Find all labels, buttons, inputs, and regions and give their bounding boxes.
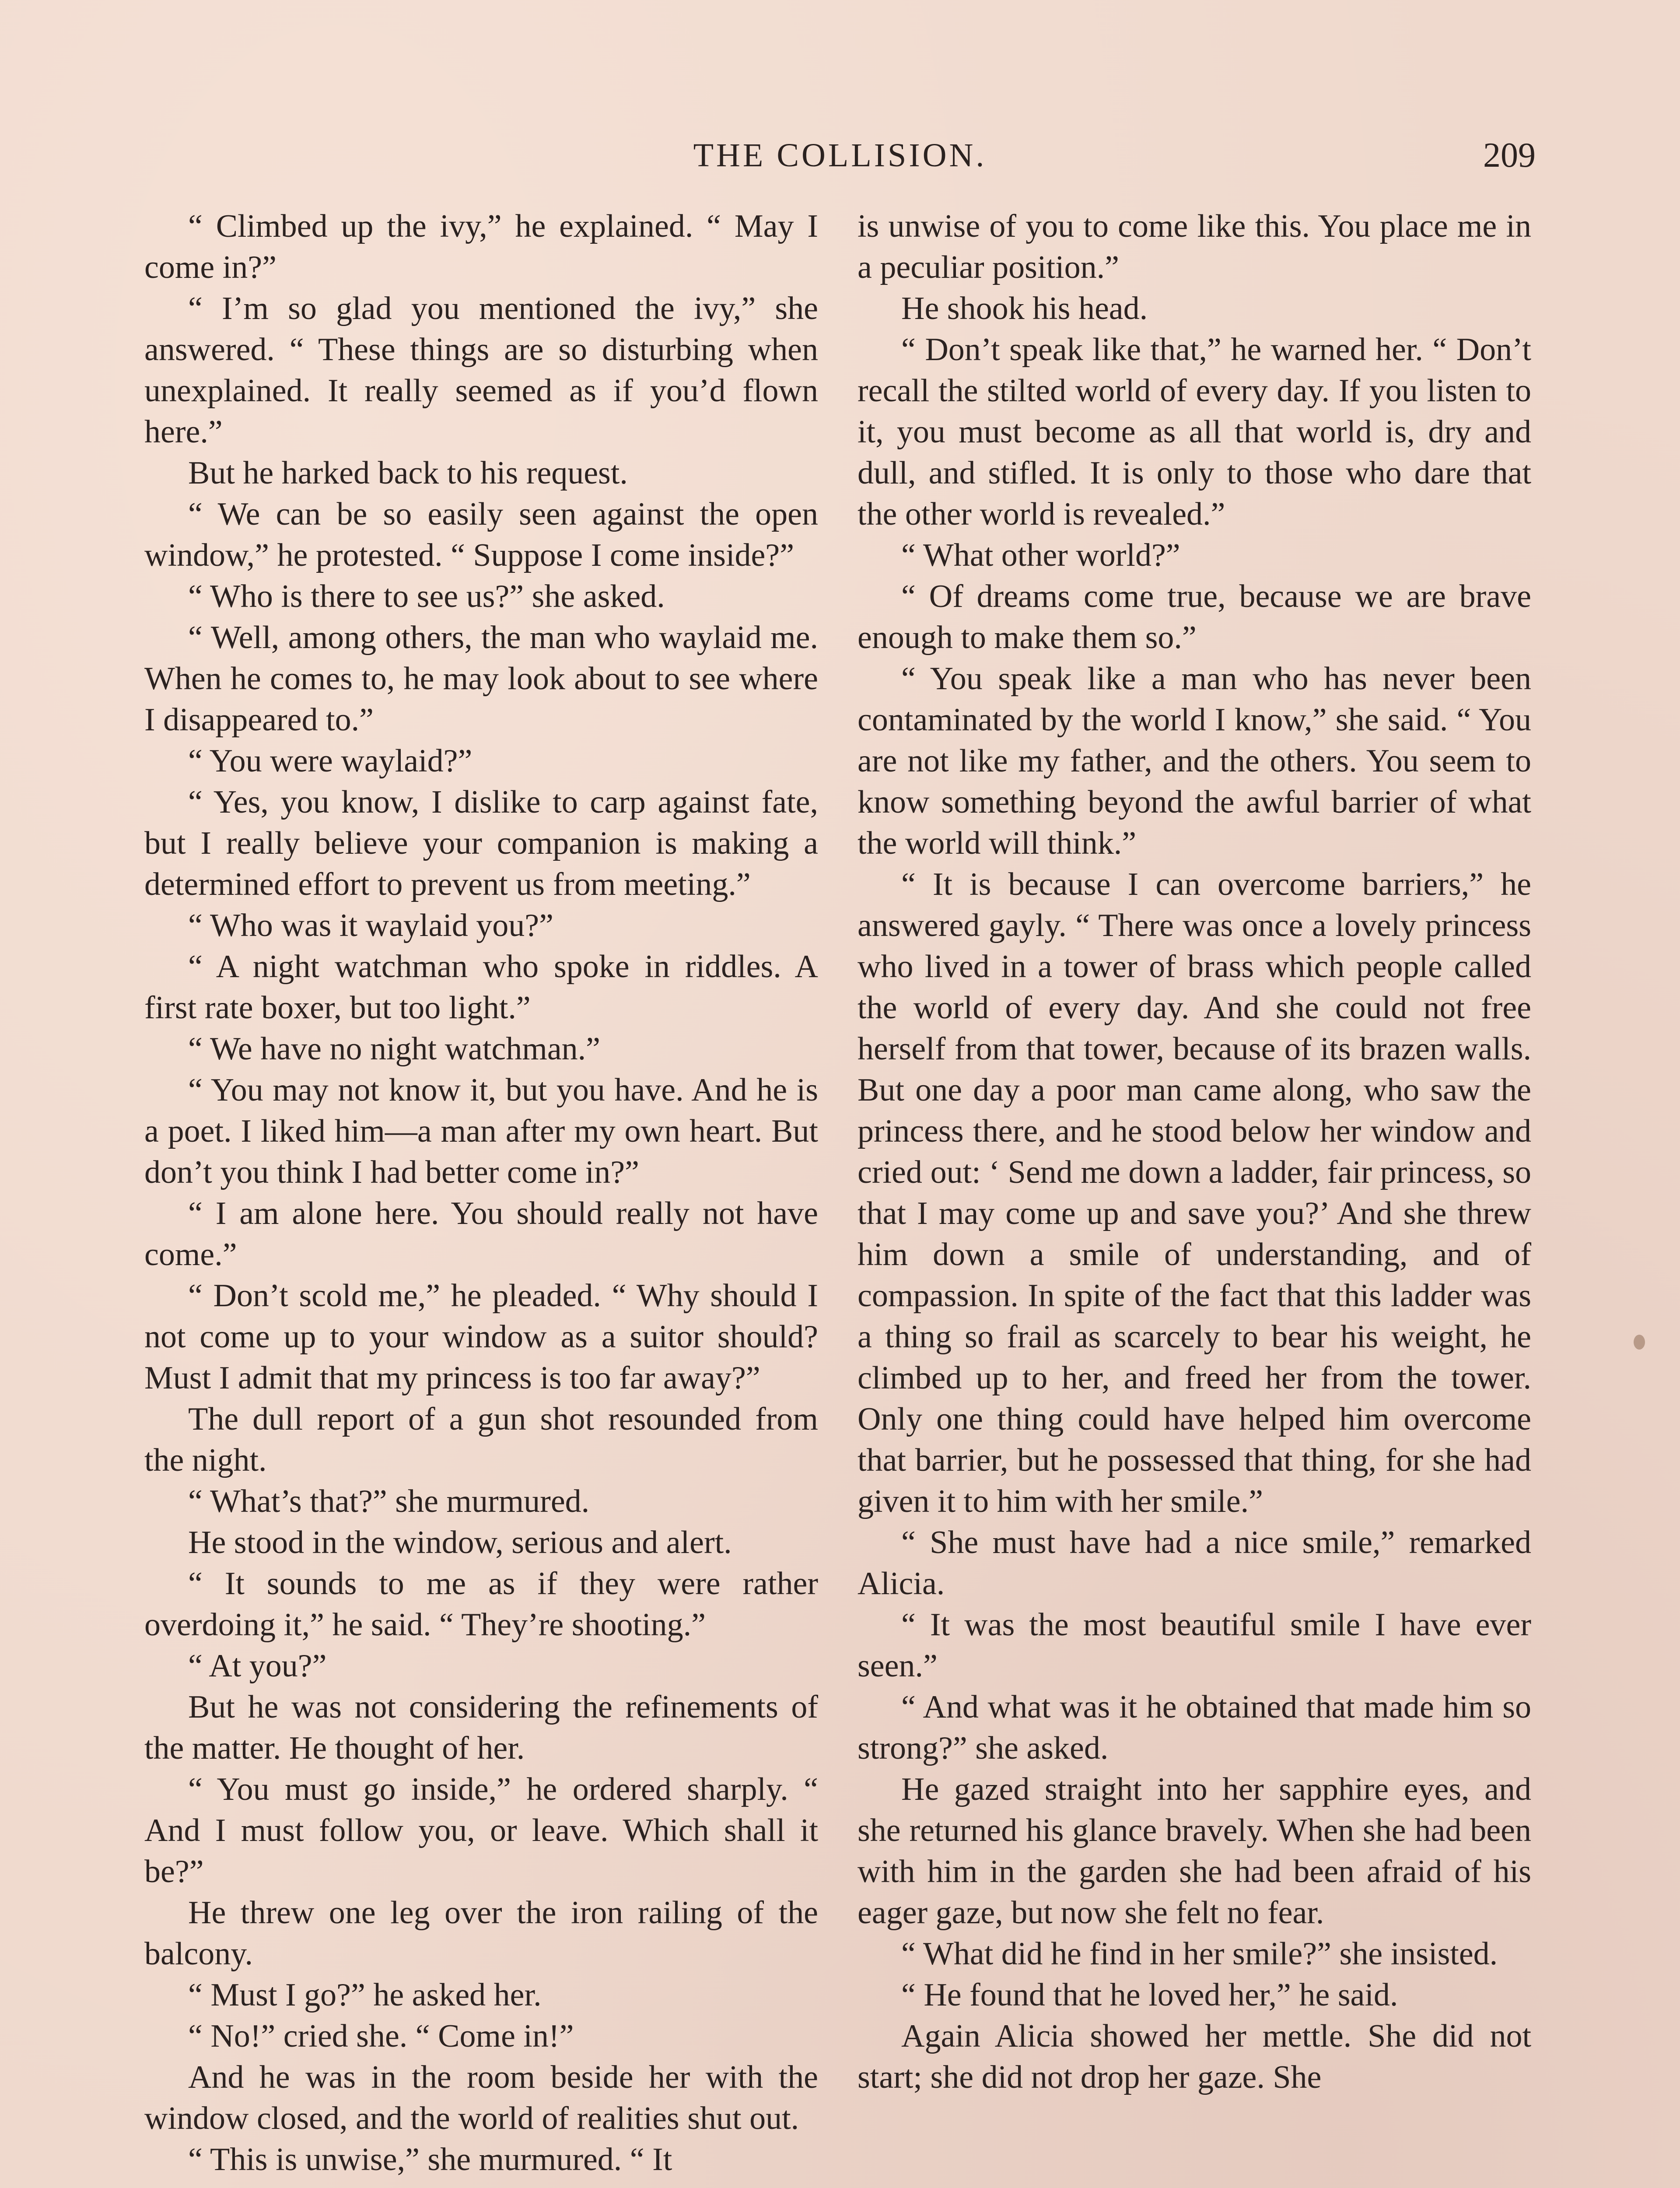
paper-speck — [1634, 1335, 1645, 1350]
paragraph: “ What other world?” — [901, 537, 1180, 573]
paragraph: “ No!” cried she. “ Come in!” — [188, 2018, 574, 2054]
paragraph: “ Who is there to see us?” she asked. — [188, 579, 665, 614]
paragraph: “ Don’t scold me,” he pleaded. “ Why should I not come up to your window as a suitor should? Must I admit that my princess is too far away?” — [144, 1278, 818, 1396]
paragraph: “ Well, among others, the man who waylaid me. When he comes to, he may look about to see where I disappeared to.” — [144, 620, 818, 738]
paragraph: “ You speak like a man who has never been contaminated by the world I know,” she said. “ You are not like my father, and the others. You seem to know something beyond the awful barrier of what the world will think.” — [858, 661, 1531, 861]
paragraph: “ Who was it waylaid you?” — [188, 908, 553, 943]
paragraph: But he harked back to his request. — [188, 455, 628, 491]
paragraph: He gazed straight into her sapphire eyes, and she returned his glance bravely. When she had been with him in the garden she had been afraid of his eager gaze, but now she felt no fear. — [858, 1771, 1531, 1931]
paragraph: He shook his head. — [901, 291, 1148, 326]
paragraph: “ Must I go?” he asked her. — [188, 1977, 542, 2013]
paragraph: is unwise of you to come like this. You place me in a peculiar position.” — [858, 208, 1531, 285]
paragraph: “ You were waylaid?” — [188, 743, 472, 779]
paragraph: “ Climbed up the ivy,” he explained. “ May I come in?” — [144, 208, 818, 285]
paragraph: Again Alicia showed her mettle. She did not start; she did not drop her gaze. She — [858, 2018, 1531, 2095]
paragraph: “ This is unwise,” she murmured. “ It — [188, 2142, 672, 2177]
paragraph: And he was in the room beside her with the window closed, and the world of realities shut out. — [144, 2059, 818, 2136]
paragraph: “ It is because I can overcome barriers,” he answered gayly. “ There was once a lovely princess who lived in a tower of brass which people called the world of every day. And she could not free herself from that tower, because of its brazen walls. But one day a poor man came along, who saw the princess there, and he stood below her window and cried out: ‘ Send me down a ladder, fair princess, so that I may come up and save you?’ And she threw him down a smile of understanding, and of compassion. In spite of the fact that this ladder was a thing so frail as scarcely to bear his weight, he climbed up to her, and freed her from the tower. Only one thing could have helped him overcome that barrier, but he possessed that thing, for she had given it to him with her smile.” — [858, 866, 1531, 1519]
paragraph: He stood in the window, serious and alert. — [188, 1525, 732, 1560]
paragraph: “ You must go inside,” he ordered sharply. “ And I must follow you, or leave. Which shall it be?” — [144, 1771, 818, 1890]
paragraph: “ At you?” — [188, 1648, 327, 1684]
text-column-left — [144, 206, 818, 2180]
page-number: 209 — [1483, 136, 1536, 175]
paragraph: “ She must have had a nice smile,” remarked Alicia. — [858, 1525, 1531, 1602]
paragraph: “ I am alone here. You should really not have come.” — [144, 1196, 818, 1273]
paragraph: “ We can be so easily seen against the open window,” he protested. “ Suppose I come inside?” — [144, 496, 818, 573]
paragraph: “ It sounds to me as if they were rather overdoing it,” he said. “ They’re shooting.” — [144, 1566, 818, 1643]
paragraph: “ What did he find in her smile?” she insisted. — [901, 1936, 1498, 1972]
paragraph: “ Yes, you know, I dislike to carp against fate, but I really believe your companion is making a determined effort to prevent us from meeting.” — [144, 784, 818, 902]
paragraph: “ A night watchman who spoke in riddles. A first rate boxer, but too light.” — [144, 949, 818, 1026]
paragraph: “ Don’t speak like that,” he warned her. “ Don’t recall the stilted world of every day. If you listen to it, you must become as all that world is, dry and dull, and stifled. It is only to those who dare that the other world is revealed.” — [858, 332, 1531, 532]
text-column-right — [858, 206, 1531, 2098]
paragraph: “ I’m so glad you mentioned the ivy,” she answered. “ These things are so disturbing when unexplained. It really seemed as if you’d flown here.” — [144, 291, 818, 450]
paragraph: “ He found that he loved her,” he said. — [901, 1977, 1398, 2013]
paragraph: But he was not considering the refinements of the matter. He thought of her. — [144, 1689, 818, 1766]
paragraph: He threw one leg over the iron railing of the balcony. — [144, 1895, 818, 1972]
paragraph: “ Of dreams come true, because we are brave enough to make them so.” — [858, 579, 1531, 656]
chapter-title: THE COLLISION. — [693, 137, 987, 174]
paragraph: The dull report of a gun shot resounded from the night. — [144, 1401, 818, 1478]
paragraph: “ It was the most beautiful smile I have ever seen.” — [858, 1607, 1531, 1684]
paragraph: “ You may not know it, but you have. And he is a poet. I liked him—a man after my own heart. But don’t you think I had better come in?” — [144, 1072, 818, 1190]
running-head — [144, 131, 1536, 179]
paragraph: “ What’s that?” she murmured. — [188, 1483, 590, 1519]
paragraph: “ And what was it he obtained that made him so strong?” she asked. — [858, 1689, 1531, 1766]
paragraph: “ We have no night watchman.” — [188, 1031, 601, 1067]
